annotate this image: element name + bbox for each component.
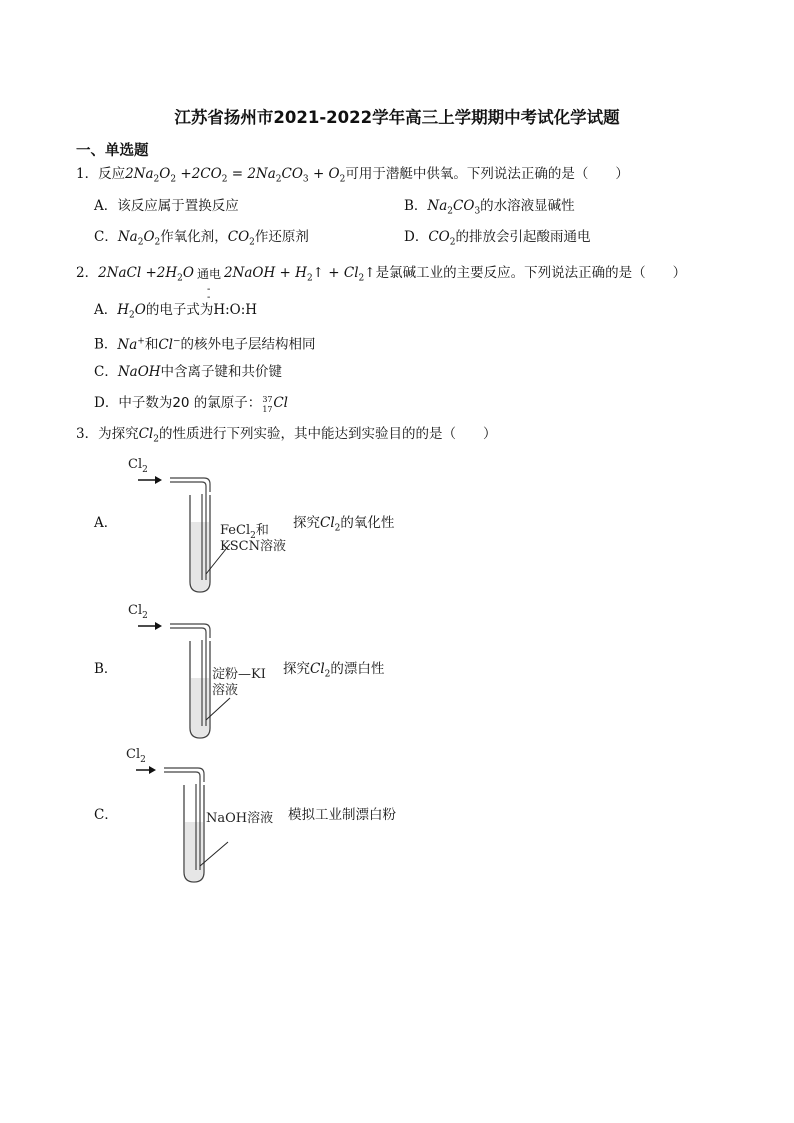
question-3-stem: [76, 425, 496, 449]
gas-label: $Cl_2$: [128, 457, 148, 475]
option-text: 的排放会引起酸雨通电: [455, 229, 591, 245]
formula: $CO_2$: [428, 229, 456, 248]
option-text: 的水溶液显碱性: [480, 198, 575, 214]
caption-text: 的氧化性: [340, 515, 395, 531]
option-letter: A．: [94, 198, 118, 214]
question-2-stem: [76, 264, 687, 303]
caption-text: 的漂白性: [330, 661, 385, 677]
apparatus-a-diagram: [120, 452, 310, 597]
formula: $CO_2$: [227, 229, 255, 248]
reagent-label: 淀粉—KI: [212, 667, 266, 682]
q2-option-c: [94, 363, 282, 381]
condition-label: 通电: [196, 267, 221, 281]
delivery-tube: [170, 478, 210, 492]
option-text: 的核外电子层结构相同: [180, 336, 316, 353]
delivery-tube: [170, 624, 210, 638]
stem-text: 为探究: [98, 426, 139, 442]
q1-option-c: [94, 228, 309, 252]
electron-formula: H:O:H: [213, 302, 258, 318]
q3-option-b-letter: B．: [94, 661, 118, 677]
option-text: 的电子式为: [145, 302, 214, 318]
equals-mark: -: [206, 284, 211, 295]
q2-option-a: [94, 301, 257, 325]
formula: $Cl_2$: [138, 426, 159, 445]
formula: $H_2O$: [117, 302, 146, 321]
option-letter: C．: [94, 364, 118, 380]
q3-option-c-caption: [288, 806, 396, 824]
question-number: 3．: [76, 426, 99, 442]
nuclide-notation: 37 17: [262, 395, 273, 414]
q2-option-b: [94, 332, 316, 354]
q1-option-b: [404, 197, 575, 221]
equals-mark: -: [206, 292, 211, 303]
section-heading: 一、单选题: [76, 143, 149, 159]
formula: $Cl_2$: [320, 515, 341, 534]
reagent-label-2: KSCN溶液: [220, 539, 286, 554]
gas-label: $Cl_2$: [128, 603, 148, 621]
formula: $Cl_2$: [310, 661, 331, 680]
option-text: 和: [144, 336, 159, 353]
delivery-tube: [164, 768, 204, 782]
arrow-head: [155, 622, 162, 630]
equation: $2Na_2O_2 +2CO_2 = 2Na_2CO_3 + O_2$: [125, 166, 346, 185]
q1-option-a: [94, 197, 239, 215]
arrow-head: [155, 476, 162, 484]
ion: Cl−: [158, 336, 181, 353]
gas-label: $Cl_2$: [126, 747, 146, 765]
option-text: 作还原剂: [254, 229, 309, 245]
reagent-label: FeCl$_2$和: [220, 523, 269, 541]
option-text: 中子数为20 的氯原子：: [118, 395, 262, 411]
option-letter: B．: [404, 198, 428, 214]
q3-option-a-letter: A．: [94, 515, 118, 531]
option-letter: B．: [94, 336, 118, 353]
q3-option-a-caption: [293, 514, 394, 538]
stem-text: 反应: [98, 166, 126, 182]
question-1-stem: [76, 165, 629, 189]
caption-text: 探究: [293, 515, 320, 531]
stem-text: 是氯碱工业的主要反应。下列说法正确的是（ ）: [375, 265, 687, 281]
reagent-label: NaOH溶液: [206, 811, 274, 826]
option-text: 中含离子键和共价键: [160, 364, 283, 380]
apparatus-c-diagram: [118, 742, 288, 887]
q3-option-b-caption: [283, 660, 384, 684]
apparatus-b-diagram: [120, 598, 290, 743]
option-letter: D．: [94, 395, 119, 411]
formula: $Na_2O_2$: [117, 229, 161, 248]
q1-option-d: [404, 228, 590, 252]
ion: Na+: [117, 336, 145, 353]
reagent-label-2: 溶液: [212, 683, 239, 698]
question-number: 1．: [76, 166, 99, 182]
option-letter: A．: [94, 302, 118, 318]
option-letter: C．: [94, 229, 118, 245]
caption-text: 探究: [283, 661, 310, 677]
page-title: 江苏省扬州市2021-2022学年高三上学期期中考试化学试题: [174, 108, 620, 127]
equation: 2NaCl $+2H_2O$: [98, 265, 194, 284]
caption-text: 模拟工业制漂白粉: [288, 807, 396, 823]
option-text: 作氧化剂，: [160, 229, 228, 245]
question-number: 2．: [76, 265, 99, 281]
q3-option-c-letter: C．: [94, 807, 118, 823]
element-symbol: Cl: [273, 395, 288, 411]
stem-text: 的性质进行下列实验，其中能达到实验目的的是（ ）: [158, 426, 497, 442]
formula: NaOH: [117, 364, 161, 380]
option-text: 该反应属于置换反应: [117, 198, 239, 214]
formula: $Na_2CO_3$: [427, 198, 481, 217]
equation: 2NaOH + $H_2↑$ + $Cl_2↑$: [223, 265, 376, 284]
stem-text: 可用于潜艇中供氧。下列说法正确的是（ ）: [345, 166, 629, 182]
option-letter: D．: [404, 229, 429, 245]
q2-option-d: [94, 394, 288, 412]
arrow-head: [149, 766, 156, 774]
